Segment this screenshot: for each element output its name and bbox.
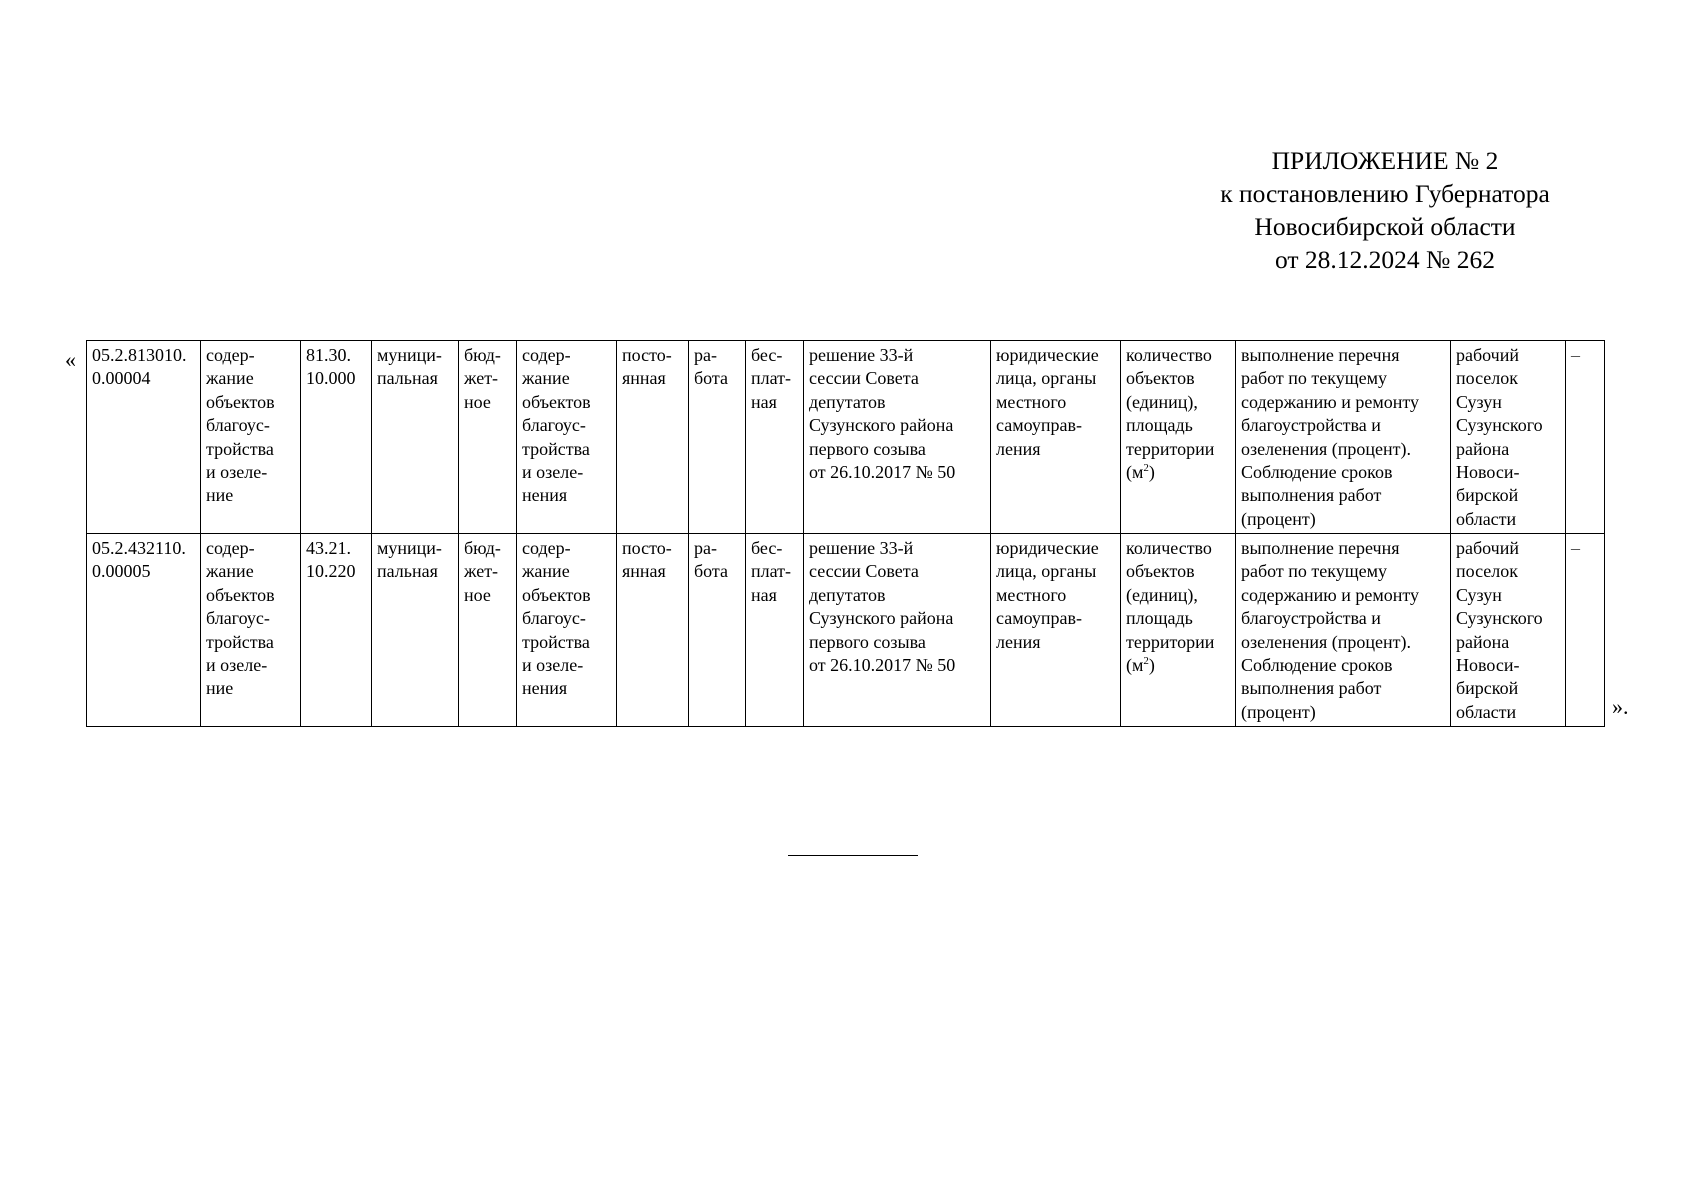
footer-divider [788,855,918,856]
cell-service-type: муници- пальная [372,534,459,727]
appendix-region: Новосибирской области [1254,212,1516,241]
volume-close: ) [1148,655,1155,676]
cell-service-kind: ра- бота [689,534,746,727]
cell-okved-code: 43.21. 10.220 [301,534,372,727]
cell-service-mode: посто- янная [617,534,689,727]
volume-superscript: 2 [1143,655,1149,668]
table-row [87,534,1605,727]
volume-text: количество объектов (единиц), площадь территории (м [1126,345,1215,483]
cell-service-content: содер- жание объектов благоус- тройства и озеле- нения [517,534,617,727]
cell-registry-code: 05.2.432110. 0.00005 [87,534,201,727]
cell-note: – [1566,534,1605,727]
cell-service-type: муници- пальная [372,341,459,534]
cell-payment-type: бес- плат- ная [746,534,804,727]
cell-volume-indicator [1121,341,1236,534]
cell-place: рабочий поселок Сузун Сузунского района Новоси- бирской области [1451,534,1566,727]
cell-legal-basis: решение 33-й сессии Совета депутатов Сузунского района первого созыва от 26.10.2017 № 50 [804,341,991,534]
cell-registry-code: 05.2.813010. 0.00004 [87,341,201,534]
volume-superscript: 2 [1143,462,1149,475]
cell-consumers: юридические лица, органы местного самоуправ- ления [991,534,1121,727]
appendix-subtitle: к постановлению Губернатора [1220,179,1550,208]
cell-quality-indicator: выполнение перечня работ по текущему содержанию и ремонту благоустройства и озеленения (процент). Соблюдение сроков выполнения работ (процент) [1236,534,1451,727]
cell-legal-basis: решение 33-й сессии Совета депутатов Сузунского района первого созыва от 26.10.2017 № 50 [804,534,991,727]
services-registry-table [86,340,1605,727]
cell-service-content: содер- жание объектов благоус- тройства и озеле- нения [517,341,617,534]
cell-consumers: юридические лица, органы местного самоуправ- ления [991,341,1121,534]
table-row [87,341,1605,534]
opening-quote: « [65,347,76,372]
cell-institution-type: бюд- жет- ное [459,534,517,727]
cell-volume-indicator [1121,534,1236,727]
cell-okved-code: 81.30. 10.000 [301,341,372,534]
appendix-date-number: от 28.12.2024 № 262 [1274,245,1495,274]
closing-quote: ». [1612,694,1629,719]
cell-quality-indicator: выполнение перечня работ по текущему содержанию и ремонту благоустройства и озеленения (процент). Соблюдение сроков выполнения работ (процент) [1236,341,1451,534]
cell-payment-type: бес- плат- ная [746,341,804,534]
cell-service-mode: посто- янная [617,341,689,534]
volume-text: количество объектов (единиц), площадь территории (м [1126,538,1215,676]
cell-institution-type: бюд- жет- ное [459,341,517,534]
appendix-title: ПРИЛОЖЕНИЕ № 2 [1271,146,1499,175]
cell-service-kind: ра- бота [689,341,746,534]
cell-service-name: содер- жание объектов благоус- тройства и озеле- ние [201,341,301,534]
cell-place: рабочий поселок Сузун Сузунского района Новоси- бирской области [1451,341,1566,534]
volume-close: ) [1148,462,1155,483]
cell-note: – [1566,341,1605,534]
appendix-header [1195,144,1575,276]
cell-service-name: содер- жание объектов благоус- тройства и озеле- ние [201,534,301,727]
